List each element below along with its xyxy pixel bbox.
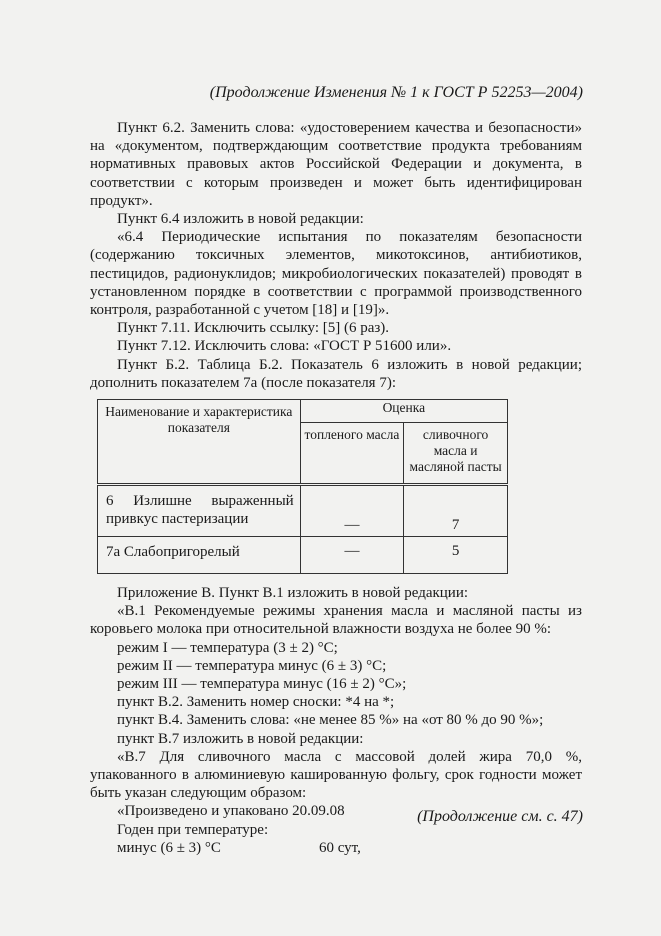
paragraph: «В.7 Для сливочного масла с массовой долей жира 70,0 %, упакованного в алюминиевую кашированную фольгу, срок годности может быть указан следующим образом: [90,748,582,802]
paragraph: Годен при температуре: [117,821,269,838]
paragraph: пункт В.7 изложить в новой редакции: [117,730,364,747]
table-header-butter: сливочного масла и масляной пасты [404,423,508,485]
table-cell-ghee: — [300,537,404,574]
paragraph: пункт В.4. Заменить слова: «не менее 85 %» на «от 80 % до 90 %»; [117,712,544,729]
shelf-life-line [90,839,582,857]
paragraph: Приложение В. Пункт В.1 изложить в новой редакции: [117,585,469,602]
paragraph: режим III — температура минус (16 ± 2) °С»; [117,676,407,693]
paragraph: Пункт 6.2. Заменить слова: «удостоверением качества и безопасности» на «документом, подтверждающим соответствие продукта требованиям нормативных правовых актов Российской Федерации и документа, в соответствии с которым произведен и может быть идентифицирован продукт». [90,120,582,209]
table-cell-butter: 5 [404,537,508,574]
table-cell-name: 7а Слабопригорелый [98,537,301,574]
table-row [98,485,508,537]
table-header-rating: Оценка [300,400,507,423]
running-header: (Продолжение Изменения № 1 к ГОСТ Р 52253—2004) [209,84,583,101]
paragraph: Пункт 7.11. Исключить ссылку: [5] (6 раз). [117,320,390,337]
document-body [90,119,582,857]
paragraph: Пункт 7.12. Исключить слова: «ГОСТ Р 51600 или». [117,338,452,355]
table-cell-ghee: — [300,485,404,537]
paragraph: пункт В.2. Заменить номер сноски: *4 на *; [117,694,395,711]
paragraph: «В.1 Рекомендуемые режимы хранения масла и масляной пасты из коровьего молока при относительной влажности воздуха не более 90 %: [90,603,582,638]
table-cell-butter: 7 [404,485,508,537]
table-cell-name: 6 Излишне выраженный привкус пастеризации [98,485,301,537]
paragraph: режим I — температура (3 ± 2) °С; [117,639,338,656]
table-header-name: Наименование и характеристика показателя [98,400,301,485]
table-header-ghee: топленого масла [300,423,404,485]
table-row [98,537,508,574]
paragraph: режим II — температура минус (6 ± 3) °С; [117,657,387,674]
paragraph: Пункт Б.2. Таблица Б.2. Показатель 6 изложить в новой редакции; дополнить показателем 7а (после показателя 7): [90,356,582,391]
paragraph: Пункт 6.4 изложить в новой редакции: [117,211,364,228]
shelf-term: 60 сут, [318,839,361,856]
storage-condition: минус (6 ± 3) °С [117,839,221,856]
indicator-table [97,399,508,574]
paragraph: «Произведено и упаковано 20.09.08 [117,803,345,820]
continuation-note: (Продолжение см. с. 47) [417,808,583,825]
paragraph: «6.4 Периодические испытания по показателям безопасности (содержанию токсичных элементов, микотоксинов, антибиотиков, пестицидов, радионуклидов; микробиологических показателей) проводят в установленном порядке в соответствии с программой производственного контроля, разработанной с учетом [18] и [19]». [90,229,582,319]
